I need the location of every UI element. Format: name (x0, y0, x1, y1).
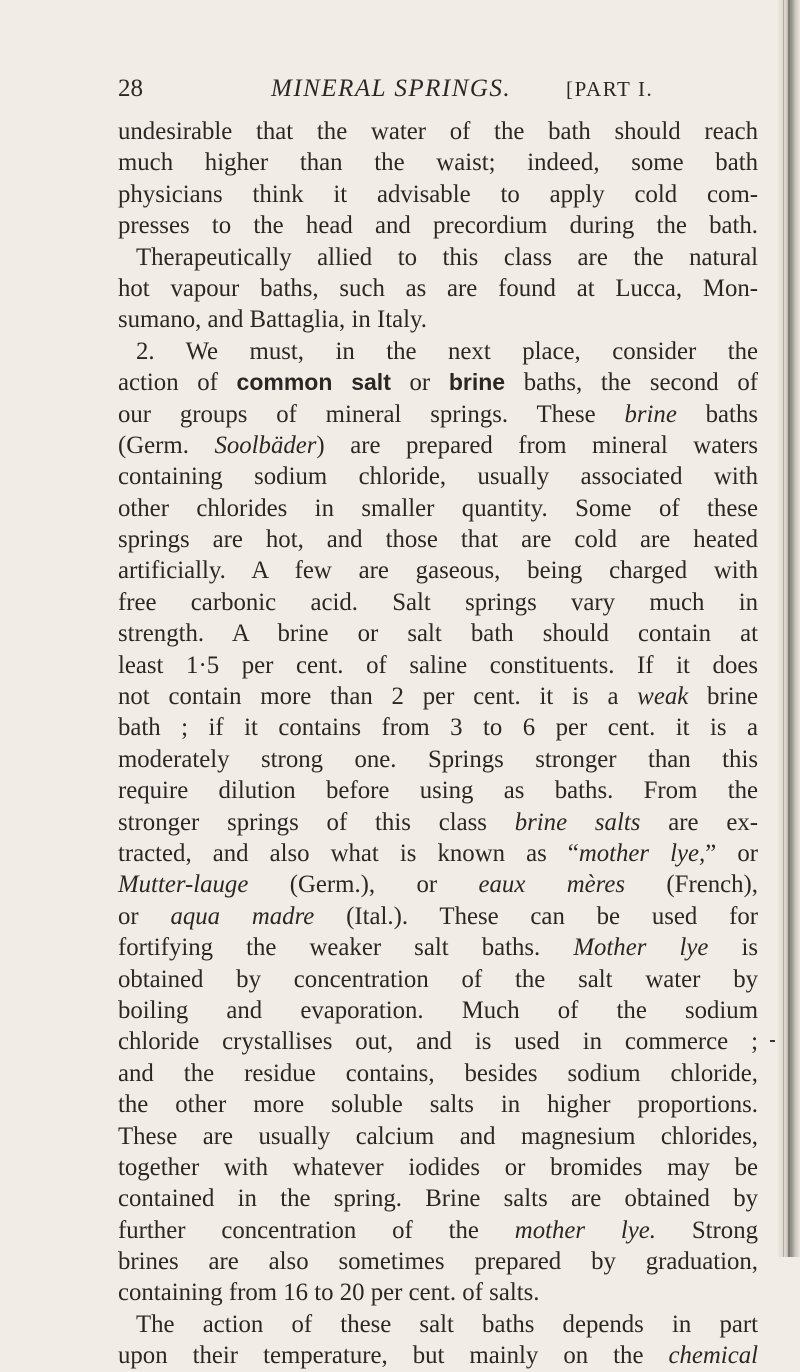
italic-text: mother lye. (514, 1216, 656, 1244)
text-run: are ex- (640, 808, 758, 836)
text-line (118, 995, 758, 1026)
text-run: containing from 16 to 20 per cent. of salts. (118, 1279, 540, 1307)
text-line (118, 744, 758, 775)
text-run: the other more soluble salts in higher proportions. (118, 1091, 758, 1119)
text-run: artificially. A few are gaseous, being charged with (118, 557, 758, 585)
text-line (118, 1089, 758, 1120)
text-line (118, 1277, 758, 1308)
bold-text: brine (448, 369, 506, 396)
text-line (118, 1152, 758, 1183)
text-run: sumano, and Battaglia, in Italy. (118, 306, 427, 334)
text-run: much higher than the waist; indeed, some bath (118, 149, 758, 177)
text-run: chloride crystallises out, and is used in commerce ; (118, 1028, 758, 1056)
text-line (118, 399, 758, 430)
text-line (118, 147, 758, 178)
text-run: least 1·5 per cent. of saline constituents. If it does (118, 651, 758, 679)
page-number: 28 (118, 75, 143, 102)
text-line (118, 524, 758, 555)
text-run: baths, the second of (505, 369, 758, 397)
text-line (118, 116, 758, 147)
text-run: our groups of mineral springs. These (118, 400, 625, 428)
text-run: brine (688, 683, 758, 711)
text-run: tracted, and also what is known as “ (118, 839, 579, 867)
bold-text: common salt (236, 369, 391, 396)
text-run: springs are hot, and those that are cold are heated (118, 526, 758, 554)
text-run: presses to the head and precordium during the bath. (118, 212, 758, 240)
text-run: require dilution before using as baths. From the (118, 777, 758, 805)
text-line (118, 1183, 758, 1214)
text-line (118, 901, 758, 932)
text-line (118, 367, 758, 398)
text-run: stronger springs of this class (118, 808, 515, 836)
running-title: MINERAL SPRINGS. (271, 75, 512, 102)
text-run: (Germ. (118, 431, 215, 459)
text-run: (Germ.), or (248, 871, 479, 899)
text-line (118, 1058, 758, 1089)
text-run: or (390, 369, 449, 397)
text-line (118, 304, 758, 335)
page-edge-shadow (788, 0, 790, 1257)
text-line (118, 618, 758, 649)
text-run: further concentration of the (118, 1216, 515, 1244)
text-line (118, 210, 758, 241)
text-run: is (708, 934, 758, 962)
text-line (118, 1340, 758, 1371)
margin-mark (770, 1040, 775, 1042)
text-run: (Ital.). These can be used for (314, 902, 759, 930)
text-line (118, 869, 758, 900)
part-label: [PART I. (566, 77, 654, 101)
text-run: strength. A brine or salt bath should contain at (118, 620, 758, 648)
text-line (118, 964, 758, 995)
italic-text: Mother lye (573, 934, 709, 962)
text-run: obtained by concentration of the salt water by (118, 965, 758, 993)
text-run: Strong (656, 1216, 758, 1244)
text-line (118, 807, 758, 838)
text-line (118, 650, 758, 681)
page-header (118, 72, 753, 106)
text-line (118, 1309, 758, 1340)
italic-text: brine (624, 400, 677, 428)
text-run: and the residue contains, besides sodium chloride, (118, 1059, 758, 1087)
text-line (118, 712, 758, 743)
text-run: or (118, 902, 171, 930)
text-line (118, 932, 758, 963)
italic-text: Mutter-lauge (118, 871, 249, 899)
text-run: ” or (705, 839, 758, 867)
italic-text: brine salts (514, 808, 641, 836)
text-line (118, 242, 758, 273)
text-run: free carbonic acid. Salt springs vary much in (118, 588, 758, 616)
text-line (118, 587, 758, 618)
text-run: ) are prepared from mineral waters (316, 431, 759, 459)
text-line (118, 1215, 758, 1246)
text-run: upon their temperature, but mainly on the (118, 1342, 669, 1370)
text-run: hot vapour baths, such as are found at Lucca, Mon- (118, 274, 758, 302)
text-run: boiling and evaporation. Much of the sodium (118, 996, 758, 1024)
text-run: brines are also sometimes prepared by graduation, (118, 1248, 758, 1276)
text-run: action of (118, 369, 237, 397)
text-run: bath ; if it contains from 3 to 6 per cent. it is a (118, 714, 758, 742)
text-line (118, 336, 758, 367)
text-line (118, 838, 758, 869)
text-run: 2. We must, in the next place, consider the (136, 337, 758, 365)
text-run: physicians think it advisable to apply cold com- (118, 180, 758, 208)
text-run: undesirable that the water of the bath should reach (118, 118, 758, 145)
italic-text: mother lye, (578, 839, 706, 867)
text-run: not contain more than 2 per cent. it is a (118, 683, 638, 711)
italic-text: aqua madre (170, 902, 315, 930)
italic-text: Soolbäder (214, 431, 317, 459)
text-run: fortifying the weaker salt baths. (118, 934, 574, 962)
text-line (118, 1121, 758, 1152)
text-line (118, 273, 758, 304)
text-run: These are usually calcium and magnesium chlorides, (118, 1122, 758, 1150)
text-line (118, 775, 758, 806)
text-run: The action of these salt baths depends in part (136, 1310, 758, 1338)
text-line (118, 1246, 758, 1277)
text-line (118, 493, 758, 524)
text-run: other chlorides in smaller quantity. Some of these (118, 494, 758, 522)
italic-text: weak (637, 683, 689, 711)
text-line (118, 430, 758, 461)
text-run: containing sodium chloride, usually associated with (118, 463, 758, 491)
text-run: moderately strong one. Springs stronger than this (118, 745, 758, 773)
text-line (118, 461, 758, 492)
text-run: (French), (625, 871, 758, 899)
text-line (118, 555, 758, 586)
text-line (118, 681, 758, 712)
page-edge-shadow (783, 0, 784, 1257)
text-run: baths (676, 400, 758, 428)
text-line (118, 179, 758, 210)
text-run: Therapeutically allied to this class are the natural (136, 243, 758, 271)
italic-text: chemical (668, 1342, 758, 1370)
italic-text: eaux mères (478, 871, 626, 899)
text-run: together with whatever iodides or bromides may be (118, 1153, 758, 1181)
body-text (118, 116, 758, 1372)
text-line (118, 1026, 758, 1057)
text-run: contained in the spring. Brine salts are obtained by (118, 1185, 758, 1213)
